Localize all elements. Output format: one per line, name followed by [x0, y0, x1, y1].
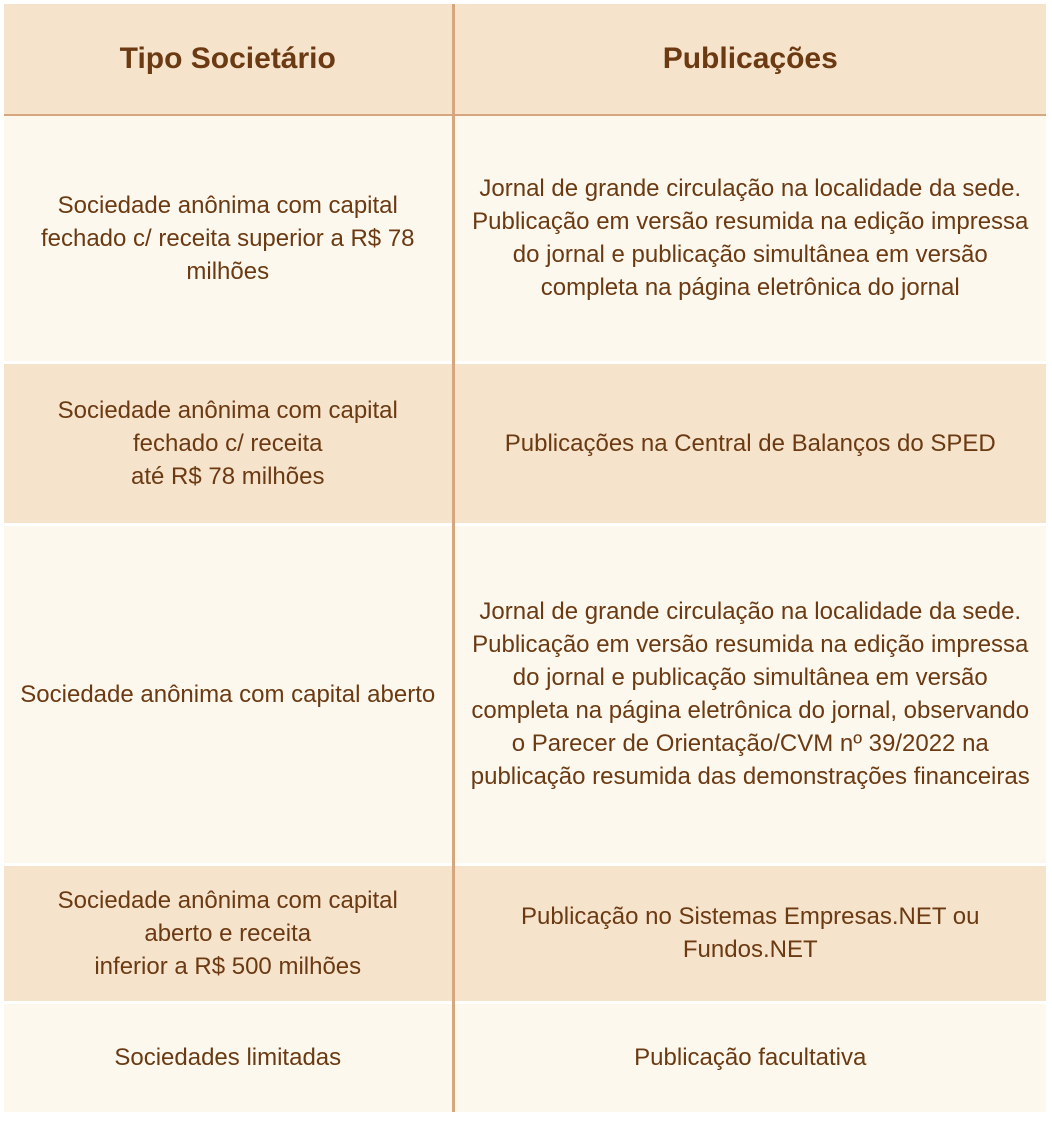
table-header — [4, 4, 1046, 115]
header-tipo-societario: Tipo Societário — [4, 4, 453, 115]
table-row — [4, 115, 1046, 362]
cell-tipo — [4, 362, 453, 524]
cell-tipo-line: até R$ 78 milhões — [131, 462, 325, 490]
cell-tipo: Sociedade anônima com capital fechado c/ receita superior a R$ 78 milhões — [4, 115, 453, 362]
header-publicacoes: Publicações — [453, 4, 1046, 115]
cell-publicacoes: Jornal de grande circulação na localidade da sede. Publicação em versão resumida na edição impressa do jornal e publicação simultânea em versão completa na página eletrônica do jornal, observando o Parecer de Orientação/CVM nº 39/2022 na publicação resumida das demonstrações financeiras — [453, 524, 1046, 864]
cell-tipo-line: Sociedade anônima com capital — [57, 396, 398, 424]
cell-publicacoes: Jornal de grande circulação na localidade da sede. Publicação em versão resumida na edição impressa do jornal e publicação simultânea em versão completa na página eletrônica do jornal — [453, 115, 1046, 362]
cell-tipo — [4, 864, 453, 1002]
cell-tipo: Sociedade anônima com capital aberto — [4, 524, 453, 864]
cell-tipo-line: fechado c/ receita — [133, 429, 323, 457]
cell-tipo-line: Sociedade anônima com capital — [57, 886, 398, 914]
cell-tipo-line: aberto e receita — [144, 919, 312, 947]
table-row — [4, 524, 1046, 864]
cell-tipo: Sociedades limitadas — [4, 1002, 453, 1112]
table — [4, 4, 1046, 1112]
header-row — [4, 4, 1046, 115]
table-row — [4, 362, 1046, 524]
cell-publicacoes: Publicações na Central de Balanços do SPED — [453, 362, 1046, 524]
table-row — [4, 1002, 1046, 1112]
cell-publicacoes: Publicação no Sistemas Empresas.NET ou Fundos.NET — [453, 864, 1046, 1002]
cell-publicacoes: Publicação facultativa — [453, 1002, 1046, 1112]
publication-requirements-table — [4, 4, 1046, 1115]
table-body — [4, 115, 1046, 1112]
table-row — [4, 864, 1046, 1002]
cell-tipo-line: inferior a R$ 500 milhões — [94, 952, 362, 980]
